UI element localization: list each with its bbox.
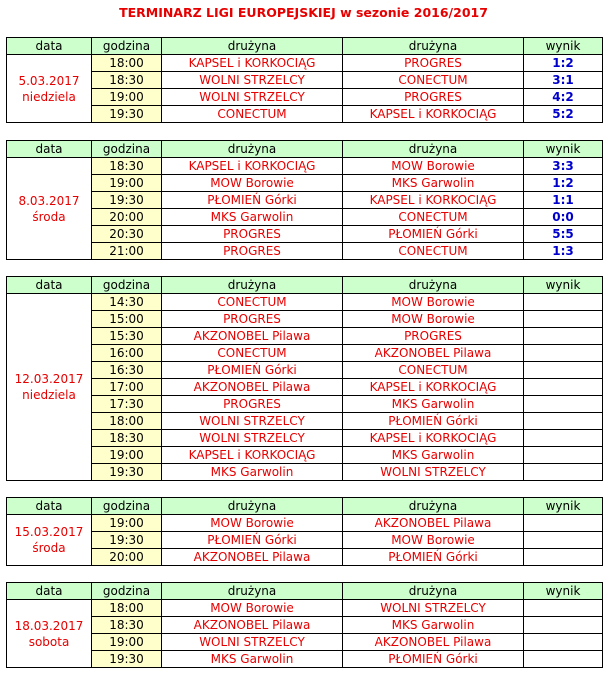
away-team: MOW Borowie [343,294,524,311]
home-team: KAPSEL i KORKOCIĄG [162,447,343,464]
home-team: WOLNI STRZELCY [162,430,343,447]
round-date-cell [7,600,92,668]
home-team: WOLNI STRZELCY [162,413,343,430]
header-team-home: drużyna [162,141,343,158]
match-row [7,600,603,617]
round-date-cell [7,294,92,481]
header-time: godzina [92,141,162,158]
away-team: MKS Garwolin [343,175,524,192]
match-result [524,362,603,379]
header-time: godzina [92,498,162,515]
round-date: 18.03.2017 [14,618,84,633]
round-day: środa [32,541,66,555]
round-table [6,37,603,123]
home-team: KAPSEL i KORKOCIĄG [162,55,343,72]
match-result [524,447,603,464]
home-team: AKZONOBEL Pilawa [162,549,343,566]
match-time: 20:00 [92,209,162,226]
match-time: 16:30 [92,362,162,379]
match-time: 19:30 [92,106,162,123]
match-time: 17:30 [92,396,162,413]
round-date: 15.03.2017 [14,525,84,539]
page-title: TERMINARZ LIGI EUROPEJSKIEJ w sezonie 2016/2017 [119,5,488,20]
header-team-home: drużyna [162,498,343,515]
match-time: 19:00 [92,89,162,106]
header-date: data [7,38,92,55]
header-row [7,277,603,294]
header-team-home: drużyna [162,277,343,294]
match-result [524,328,603,345]
away-team: MOW Borowie [343,311,524,328]
home-team: AKZONOBEL Pilawa [162,617,343,634]
match-row [7,362,603,379]
home-team: CONECTUM [162,294,343,311]
match-time: 19:30 [92,464,162,481]
home-team: WOLNI STRZELCY [162,89,343,106]
away-team: AKZONOBEL Pilawa [343,345,524,362]
match-result: 3:3 [524,158,603,175]
header-date: data [7,583,92,600]
home-team: MOW Borowie [162,515,343,532]
home-team: MKS Garwolin [162,464,343,481]
match-time: 19:30 [92,532,162,549]
round-day: środa [32,209,66,224]
match-row [7,532,603,549]
header-team-away: drużyna [343,141,524,158]
match-row [7,106,603,123]
round-day: sobota [28,634,70,649]
away-team: CONECTUM [343,72,524,89]
match-row [7,345,603,362]
round-table [6,582,603,668]
match-row [7,158,603,175]
home-team: PŁOMIEŃ Górki [162,362,343,379]
round-table [6,497,603,566]
match-result [524,311,603,328]
away-team: KAPSEL i KORKOCIĄG [343,379,524,396]
match-time: 18:30 [92,158,162,175]
round-date-cell [7,158,92,260]
away-team: PROGRES [343,55,524,72]
match-result [524,464,603,481]
match-result: 3:1 [524,72,603,89]
match-row [7,226,603,243]
header-row [7,38,603,55]
home-team: MKS Garwolin [162,209,343,226]
home-team: PŁOMIEŃ Górki [162,532,343,549]
match-time: 16:00 [92,345,162,362]
away-team: PROGRES [343,328,524,345]
home-team: WOLNI STRZELCY [162,72,343,89]
match-time: 21:00 [92,243,162,260]
away-team: MKS Garwolin [343,617,524,634]
away-team: MOW Borowie [343,158,524,175]
header-result: wynik [524,38,603,55]
away-team: MKS Garwolin [343,396,524,413]
round-table [6,140,603,260]
match-result [524,600,603,617]
header-result: wynik [524,277,603,294]
match-row [7,634,603,651]
home-team: AKZONOBEL Pilawa [162,379,343,396]
home-team: AKZONOBEL Pilawa [162,328,343,345]
home-team: PROGRES [162,311,343,328]
home-team: CONECTUM [162,345,343,362]
match-row [7,328,603,345]
away-team: AKZONOBEL Pilawa [343,515,524,532]
away-team: WOLNI STRZELCY [343,600,524,617]
match-row [7,379,603,396]
match-result [524,651,603,668]
header-team-away: drużyna [343,498,524,515]
match-row [7,549,603,566]
home-team: PROGRES [162,243,343,260]
match-time: 19:30 [92,651,162,668]
away-team: MKS Garwolin [343,447,524,464]
match-result [524,617,603,634]
match-row [7,89,603,106]
match-time: 19:00 [92,175,162,192]
match-result [524,396,603,413]
match-result: 1:1 [524,192,603,209]
match-row [7,651,603,668]
header-date: data [7,277,92,294]
match-result [524,379,603,396]
header-date: data [7,498,92,515]
away-team: KAPSEL i KORKOCIĄG [343,106,524,123]
header-team-away: drużyna [343,583,524,600]
away-team: PROGRES [343,89,524,106]
round-date-cell [7,515,92,566]
match-row [7,72,603,89]
home-team: PROGRES [162,226,343,243]
header-team-home: drużyna [162,38,343,55]
match-row [7,447,603,464]
match-time: 19:30 [92,192,162,209]
away-team: MOW Borowie [343,532,524,549]
header-result: wynik [524,583,603,600]
away-team: KAPSEL i KORKOCIĄG [343,430,524,447]
home-team: PŁOMIEŃ Górki [162,192,343,209]
match-row [7,192,603,209]
header-team-away: drużyna [343,277,524,294]
match-row [7,294,603,311]
header-row [7,498,603,515]
round-date-cell [7,55,92,123]
match-result: 0:0 [524,209,603,226]
match-result: 5:5 [524,226,603,243]
away-team: AKZONOBEL Pilawa [343,634,524,651]
match-time: 15:00 [92,311,162,328]
match-time: 17:00 [92,379,162,396]
header-date: data [7,141,92,158]
home-team: MOW Borowie [162,600,343,617]
round-day: niedziela [22,388,76,402]
header-team-away: drużyna [343,38,524,55]
match-time: 20:30 [92,226,162,243]
match-result: 4:2 [524,89,603,106]
match-time: 20:00 [92,549,162,566]
match-time: 19:00 [92,447,162,464]
match-row [7,617,603,634]
header-row [7,141,603,158]
match-result: 1:3 [524,243,603,260]
match-result [524,294,603,311]
header-result: wynik [524,498,603,515]
header-time: godzina [92,583,162,600]
away-team: CONECTUM [343,243,524,260]
match-row [7,396,603,413]
round-date: 12.03.2017 [14,372,84,386]
match-result [524,634,603,651]
match-row [7,311,603,328]
away-team: CONECTUM [343,209,524,226]
round-date: 5.03.2017 [18,73,80,88]
match-result [524,515,603,532]
away-team: KAPSEL i KORKOCIĄG [343,192,524,209]
match-row [7,430,603,447]
match-row [7,515,603,532]
match-result [524,413,603,430]
away-team: WOLNI STRZELCY [343,464,524,481]
match-result [524,430,603,447]
home-team: MKS Garwolin [162,651,343,668]
match-time: 19:00 [92,634,162,651]
away-team: CONECTUM [343,362,524,379]
match-result: 1:2 [524,55,603,72]
home-team: PROGRES [162,396,343,413]
header-time: godzina [92,38,162,55]
match-time: 18:30 [92,72,162,89]
match-result: 5:2 [524,106,603,123]
home-team: WOLNI STRZELCY [162,634,343,651]
header-team-home: drużyna [162,583,343,600]
match-time: 18:30 [92,617,162,634]
away-team: PŁOMIEŃ Górki [343,651,524,668]
header-time: godzina [92,277,162,294]
match-result [524,345,603,362]
header-row [7,583,603,600]
away-team: PŁOMIEŃ Górki [343,226,524,243]
match-row [7,209,603,226]
match-time: 18:00 [92,413,162,430]
home-team: MOW Borowie [162,175,343,192]
match-result [524,549,603,566]
away-team: PŁOMIEŃ Górki [343,413,524,430]
match-row [7,175,603,192]
round-date: 8.03.2017 [18,193,80,208]
match-time: 18:00 [92,55,162,72]
match-time: 15:30 [92,328,162,345]
match-result [524,532,603,549]
match-row [7,413,603,430]
away-team: PŁOMIEŃ Górki [343,549,524,566]
match-time: 18:30 [92,430,162,447]
match-time: 19:00 [92,515,162,532]
round-day: niedziela [22,89,76,104]
match-time: 18:00 [92,600,162,617]
round-table [6,276,603,481]
header-result: wynik [524,141,603,158]
home-team: CONECTUM [162,106,343,123]
match-result: 1:2 [524,175,603,192]
home-team: KAPSEL i KORKOCIĄG [162,158,343,175]
match-row [7,243,603,260]
match-row [7,55,603,72]
match-time: 14:30 [92,294,162,311]
match-row [7,464,603,481]
